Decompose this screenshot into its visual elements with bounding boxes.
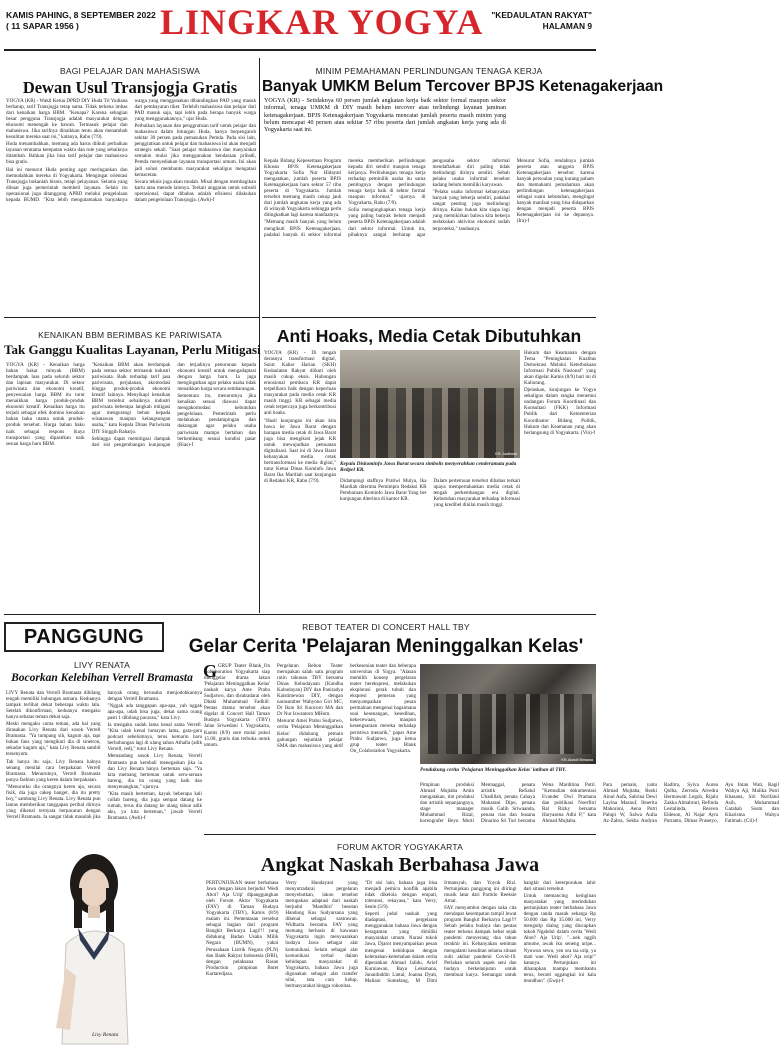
story5-photo (420, 664, 596, 764)
story4-photo-credit: KR-Juwitarto (495, 452, 517, 456)
story5-paragraph: Pergelaran Rebon Teater merupakan salah satu program rutin tahunan TBY bersama Dinas Kebudayaan (Kundha Kabudayan) DIY dan Paniradya Kaistimewan DIY, dengan narasumber Wahyono Giri MC, Dr Ikun Sri Kuncoro MA dan Dr Nur Iswantoro MHum. (277, 663, 343, 718)
story1-paragraph: Hal ini menurut Huda penting agar meringankan dan memudahkan mereka di Yogyakarta. Mengingat orientasi Transjogja bukanlah bisnis, tetapi pelayanan. Selama yang dibuat juga pemerintah membeli layanan. Selain itu operasional juga ditanggung APBD melalui pengelolaan kepada BUMD. "Kita lebih mengutamakan banyaknya warga yang menggunakan dibandingkan PAD yang masuk dari pembayaran tiket. Terlebih mahasiswa dan pelajar dari PAD masuk saja, tapi lebih pada berapa banyak warga yang menggunakannya," ujar Huda. (6, 98, 256, 203)
story6-paragraph: Tak hanya itu saja, Livy Renata halnya senang menilai cara berpakaian Verrell Bramasta. Menurutnya, Verrell Bramasta punya fashion yang keren dalam berpakaian. (6, 758, 101, 783)
story6-paragraph: LIVY Renata dan Verrell Bramasta dibilang tengah memiliki hubungan asmara. Keduanya tampak terlihat dekat beberapa waktu lalu. Setelah dikonfirmasi, keduanya mengaku hanya sebatas teman dekat saja. (6, 690, 101, 721)
story7-paragraph: Verry Handayani yang menyutradarai pergelaran menyebutkan, lakon tersebut merupakan adaptasi dari naskah berjudul 'Mandhiri' besutan Handung Kus Sudyarsana yang dikenal sebagai sastrawan. Widharta bersama FAY yang memang berbasis di kawasan Yogyakarta ingin menyuarakan budaya Jawa sebagai alat komunikasi. Selain sebagai alat komunikasi verbal dalam kehidupan masyarakat di Yogyakarta, bahasa Jawa juga digunakan sebagai alat transfer nilai, tata cara hidup, bermasyarakat hingga rokonitas. (285, 880, 358, 989)
story4-paragraph: Didampingi staffnya Pratiwi Mulya, Ika Mardiah diterima Pemimpin Redaksi KR Pembaruan Kominfo Jawa Barat Yang ber kunjungan diterima di kantor KR. (340, 478, 427, 503)
story7-paragraph: Seperti judul naskah yang diadaptasi, pergelaran menggunakan bahasa Jawa dengan keragaman yang dimiliki masyarakat umum. Narasi tokoh Jawa, Djarot menyampaikan pesan mengenai kehidupan dengan kelemahan-kelemahan dalam cerita diperankan Ahmad Jalidu, Arief Kurniawan, Bayu Leksmana, Junaiduddin Lintal, Joanna Dyah, Maliani Sumelang, M Dimi Irmansyah, dan Yoyok Rizi. Pertunjukan panggung ini diiringi musik latar dari Partido Reeksie Amar. (364, 880, 517, 984)
story7-body (206, 880, 596, 1042)
story4-caption: Kepala Diskominfo Jawa Barat secara simbolis menyerahkan cenderamata pada Redpel KR. (340, 461, 517, 474)
story2-paragraph: Sofia mengungkapkan tenaga kerja yang paling banyak belum menjadi peserta BPJS Ketenagakerjaan adalah dari sektor informal. Untuk itu, pihaknya sangat berharap agar pengusaha sektor informal mendaftarkan diri paling tidak melindungi dirinya sendiri. Sebab pelaku usaha informal tersebut kadang belum memiliki karyawan. (348, 158, 510, 238)
story4-headline: Anti Hoaks, Media Cetak Dibutuhkan (276, 326, 582, 346)
story4-body-left (264, 350, 336, 608)
story2-paragraph: Menurut Sofia, rendahnya jumlah peserta atau anggota BPJS Ketenagakerjaan tersebut karena banyak persoalan yang kurang paham dan memahami pemahaman akan perlindungan ketenagakerjaan sebagai suatu kebutuhan, mengingat banyak manfaat yang bisa didapatkan dengan menjadi peserta BPJS Ketenagakerjaan ini ke depannya. (Ira)-f (516, 158, 594, 225)
story3-paragraph: Sementara itu, menurutnya jika kenaikan sesuai diawasi dapat mengakomodasi kebutuhan pengelolaan. Pemerintah perlu melakukan pendampingan dan dukungan agar pelaku usaha pariwisata mampu bertahan dan berkembang sesuai kondisi pasar (Rias)-f (177, 393, 256, 448)
story6-paragraph: "Menurutku dia orangnya keren aja, secara fisik, dia juga cakep banget, dia itu pretty boy," sambung Livy Renata. Livy Renata pun lantas memberikan tanggapan perihal dirinya yang dikenal ternyata berpacaran dengan Verrell Bramasta. Ia sangat tidak masalah jika banyak orang berusaha menjodohkannya dengan Verrell Bramasta. (6, 690, 202, 820)
story5-caption: Pendukung cerita 'Pelajaran Meninggalkan Kelas' latihan di TBY. (420, 767, 567, 773)
story5-paragraph: Menurut Amei Prabu Sudjarwo, cerita 'Pelajaran Meninggalkan Kelas' didukung pemain gabungan sejumlah pelajar SMA dan mahasiswa yang aktif berkesenian teater dan beberapa universitas di Yogya. "Alasan memilih konsep pergelaran teater berekspresi, melakukan eksplorasi gerak tubuh dan ekspresi pemeran yang menyampaikan pesan permainan mengenai bagaimana soal kesenangan, kesedihan, kekecewaan, maupun kesengsaraan mereka terhadap peristiwa menarik," papar Ame Prabu Sudjarwo, juga ketua grup teater Blank On_Colaboration Yogyakarta. (277, 663, 416, 754)
masthead (0, 0, 600, 50)
masthead-page-label: HALAMAN 9 (542, 21, 592, 31)
story5-kicker: REBOT TEATER DI CONCERT HALL TBY (302, 622, 470, 632)
story3-paragraph: Sehingga dapat memitigasi dampak dari sisi pengembangan kunjungan dan terjadinya penurunan kepada ekonomi kreatif untuk mengadaptasi dengan harga baru. Ia juga mengingatkan agar pelaku usaha tidak menaikkan harga secara sembarangan. (91, 362, 256, 448)
story7-paragraph: FAY menyambut dengan suka cita mendapat kesempatan tampil lewat program Bangkit Berkarya Lagi!!! Sebab pelaku budaya dan pentas teater terkena dampak hebat sejak pandemi menyerang dua tahun terakhir ini. Kebanyakan seniman mengalami kesulitan selama situasi sulit akibat pandemi Covid-19. Perlahan seluruh aspek seni dan budaya berkelanjutan untuk membuat karya. Semangat untuk bangkit dari keterpurukan lahir dari situasi tersebut. (444, 880, 596, 978)
story6-paragraph: "Nggak ada tanggapan apa-apa, yah nggak apa-apa, udah bisa juga, dekat sama orang pasti 1 dibilang pacaran," kata Livy. (107, 703, 202, 722)
story7-headline: Angkat Naskah Berbahasa Jawa (260, 854, 540, 876)
story1-paragraph: Perbaikan layanan dan penggratisan tarif untuk pelajar dan mahasiswa dalam hitungan Huda, hanya berpengaruh sekitar 30 persen pada pemasukan Pemda. Pada sisi lain, penggratisan untuk pelajar dan mahasiswa ini akan menjadi strategis sekali. "Saat pelajar mahasiswa dan masyarakat semakin mulai jika menggunakan kendaraan pribadi, Pemda menyediakan layanan transportasi umum. Ini akan jadi solusi membantu masyarakat sekaligus mengatasi kemacetan. (134, 123, 257, 178)
section-rule (204, 834, 596, 835)
section-label: PANGGUNG (4, 622, 164, 652)
story7-paragraph: "Di sisi lain, bahasa juga bisa menjadi pemicu konflik apabila tidak dikelola dengan empati, toleransi, rekayasa," kata Verry, Senin (5/9). (364, 880, 438, 911)
story4-photo (340, 350, 520, 458)
story3-body (6, 362, 256, 610)
story5-photo-people (428, 694, 592, 754)
story3-paragraph: YOGYA (KR) - Kenaikan harga bahan bakar minyak (BBM) berdampak luas pada seluruh sektor dan lapisan masyarakat. Di sektor pariwisata dan ekonomi kreatif, penyesuaian harga BBM itu turut menaikkan harga produk-produk ekonomi kreatif. Kenaikan harga itu terjadi sebagai efek domino kenaikan bahan baku utama untuk produk-produk tersebut. Harga bahan baku naik sebagai respons biaya transportasi yang dipastikan naik sesuai harga baru BBM. (6, 362, 85, 447)
masthead-date: KAMIS PAHING, 8 SEPTEMBER 2022 (6, 10, 156, 20)
story6-paragraph: "Kita masih berteman, kayak beberapa kali collab bareng, dia juga sempat datang ke rumah, terus dia datang ke ulang tahun adik aku, ya kita berteman," jawab Verrell Bramasta. (Awh)-f (107, 790, 202, 821)
story3-paragraph: "Kenaikan BBM akan berdampak pada semua sektor termasuk industri pariwisata. Baik terhadap tarif jasa pariwisata, perjalanan, akomodasi hingga produk-produk ekonomi kreatif lainnya. Menyikapi kenaikan BBM tersebut sebaiknya industri pariwisata beberapa langkah mitigasi agar mengurangi beban kepada wisatawan maupun kelangsungan usaha," kata Kepala Dinas Pariwisata DIY Singgih Raharjo. (91, 362, 171, 435)
story6-portrait (48, 848, 132, 1044)
story1-kicker: BAGI PELAJAR DAN MAHASISWA (60, 66, 200, 76)
story3-kicker: KENAIKAN BBM BERIMBAS KE PARIWISATA (38, 330, 222, 340)
story2-body (264, 158, 594, 312)
story6-kicker: LIVY RENATA (73, 660, 131, 670)
story2-lead: YOGYA (KR) - Setidaknya 60 persen jumlah angkatan kerja baik sektor formal maupun sektor informal, tenaga UMKM di DIY masih belum tercover atau terlindungi layanan jaminan ketenagakerjaan. BPJS Ketenagakerjaan Yogyakarta mencatat jumlah peserta masih minim yang belum mencapai 40 persen atau sekitar 57 ribu peserta dari jumlah angkatan kerja yang ada di Yogyakarta saat ini. (264, 98, 506, 134)
story6-photo (48, 848, 132, 1044)
story1-body (6, 98, 256, 314)
masthead-slogan: "KEDAULATAN RAKYAT" (491, 10, 592, 20)
story6-paragraph: Meski mengaku cuma teman, ada hal yang dirasakan Livy Renata dari sosok Verrell Bramasta. "Ya tumpang sih, kagum aja, tapi bukan fans yang mengikuti dia di sinetron, sekadar kagum aja," kata Livy Renata sambil tersenyum. (6, 721, 101, 758)
masthead-rule (4, 49, 596, 51)
story4-body-mid (340, 478, 520, 608)
story2-paragraph: "Pelaku usaha informal kebanyakan banyak yang bekerja sendiri, padahal sangat penting juga melindungi dirinya. Kalau bukan kita siapa lagi yang memikirkan bahwa kita bekerja melakukan aktivitas ekonomi sudah terproteksi," tandasnya. (432, 189, 510, 232)
story5-paragraph: Pimpinan produksi Ahmad Mujtaba Amin mengatakan, tim produksi dan artistik sepanjangnya, stage manager Muhammad Rizal, koreografer Beyu Murti Mennaggal, penata artistik Refiatul Ubadillah, penata Cahaya Maharani Dipo, penata musik Galih Sriwaanda, penata rias dan busana Dinarino Sri Turi bersama Wena Marditina Putri. "Kemudian dokumentasi Evander Dwi Pramana dan publikasi Noerfitri Ral Rizky bersama Haryasena Adhi P," kata Ahmad Mujtaba. (420, 782, 596, 825)
story4-paragraph: Dalam pertemuan tersebut dibahas terkait upaya mempertahankan media cetak di tengah perkembangan era digital. Kebutuhan masyarakat terhadap informasi yang kredibel dinilai masih tinggi. (433, 478, 520, 509)
masthead-title: LINGKAR YOGYA (160, 2, 484, 42)
story5-paragraph: GRUP Teater Blank_On Collaboration Yogyakarta siap menggelar drama lakon 'Pelajaran Meninggalkan Kelas' naskah karya Ame Prabu Sudjarwo, dan disutradarai oleh Dhaki Muhammad Fadhill. Pentas drama tersebut akan digelar di Concert Hall Taman Budaya Yogyakarta (TBY) Jalan Sriwedani 1 Yogyakarta, Kamis (8/9) sore mulai pukul 15.00, gratis dan terbuka untuk umum. (204, 663, 270, 748)
story3-headline: Tak Ganggu Kualitas Layanan, Perlu Mitigasi (4, 342, 261, 357)
story7-kicker: FORUM AKTOR YOGYAKARTA (337, 842, 463, 852)
story5-headline: Gelar Cerita 'Pelajaran Meninggalkan Kelas' (188, 636, 584, 657)
story1-headline: Dewan Usul Transjogja Gratis (22, 78, 238, 97)
section-rule (262, 317, 596, 318)
story7-paragraph: PERTUNJUKAN teater berbahasa Jawa dengan lakon berjudul 'Wedi Abot? Aja Urip' dipanggungkan oleh Forum Aktor Yogyakarta (FAY) di Taman Budaya Yogyakarta (TBY), Kamis (8/9) malam ini. Pementasan tersebut sebagai bagian dari program Bangkit Berkarya Lagi!!! yang didukung Badan Usaha Milik Negara (BUMN), yakni Perusahaan Listrik Negara (PLN) dan Bank Rakyat Indonesia (BRI), dengan pelaksana Rasan Production pimpinan Butet Kartaredjasa. (206, 880, 279, 977)
story5-paragraph: Para pemain, yaitu Ahmad Mujtaba, Rezki Ainul Aufa, Sabrina Dewi Layina Masnuf, Ibnerita Mahoroni, Aena Putri Palupi W, Salwa Aulia Az-Zahra, Sekha Andyan Raditra, Syiva Aurea Qolba, Zerroda Alvedra Hermawati Legoh, Rijalu Zakka Almabruri, Refinda Lestalinda, Reaven Eldeson, Al Najar Ayra Putranto, Dimas Prasetyo, Ayu Intan Wati, Ragil Wahyu Aji, Malika Putri Khasana, Siti Nurifatul Asih, Muhammad Gatahah Susm dan Kharisma Wahyu Fatimah. (Cil)-f (603, 782, 779, 825)
story4-body-right (524, 350, 596, 608)
story1-paragraph: YOGYA (KR) - Wakil Ketua DPRD DIY Huda Tri Yudiana berharap, tarif Transjogja tetap sama. Tidak terkena imbas dari kenaikan harga BBM. "Kenapa? Karena sebagian besar pengguna Transjogja adalah masyarakat dengan ekonomi menengah ke bawah. Termasuk pelajar dan mahasiswa. Jika tarifnya dinaikkan tentu akan menambah kesulitan mereka saat ini," katanya, Rabu (7/9). (6, 98, 128, 141)
section-rule-thick (4, 614, 596, 615)
story5-body (204, 663, 416, 829)
story6-paragraph: Ia mengaku sudah lama kenal sama Verrell. "Kita udah kenal lumayan lama, gara-gara podcast sebelumnya, terus kemarin baru berhubungan lagi di ulang tahun Athalla (adik Verrell, red)," tutur Livy Renata. (107, 722, 202, 753)
story5-body-cont (420, 782, 779, 830)
story5-photo-credit: KR-Abadil Bimawa (561, 758, 593, 762)
story4-photo-people (340, 388, 520, 458)
story5-dropcap: G (203, 661, 218, 681)
story2-headline: Banyak UMKM Belum Tercover BPJS Ketenagakerjaan (262, 78, 664, 95)
story2-paragraph: "Memang masih banyak yang belum mengikuti BPJS Ketenagakerjaan, padahal banyak di sektor informal mereka memberikan perlindungan kepada diri sendiri maupun tenaga kerjanya. Perlindungan tenaga kerja terhadap peminilik usaha itu sama pentingnya dengan perlindungan tenaga kerja baik di sektor formal maupun informal," ujarnya di Yogyakarta, Rabu (7/9). (264, 158, 426, 238)
masthead-pasaran: ( 11 SAPAR 1956 ) (6, 21, 79, 31)
story1-paragraph: Secara teknis juga akan mudah. Misal dengan membagikan kartu atau metode lainnya. Terkait anggaran untuk subsidi operasional, dapat dibahas adalah efisiensi dilakukan dalam pengelolaan Transjogja. (Awh)-f (134, 178, 256, 203)
story6-paragraph: Memandang sosok Livy Renata, Verrell Bramasta pun kembali menegaskan jika ia dan Livy Renata hanya berteman saja. "Ya kita memang berteman untuk seru-seruan bareng, dia itu orang yang baik dan menyenangkan," ujarnya. (107, 753, 202, 790)
story6-photo-label: Livy Renata (92, 1032, 119, 1038)
story4-paragraph: YOGYA (KR) - Di tengah derasnya transformasi digital, Surat Kabar Harian (SKH) Kedaulatan Rakyat diikuti oleh masih cukup eksis. Hubungan emosional pembaca KR dapat terpelihara baik dengan keperluan masyarakat pada media cetak KR masih tinggi. KR sebagai media cetak terpercaya juga berkontribusi anti hoaks. (264, 350, 336, 417)
story1-paragraph: Huda menambahkan, memang ada harus diikuti perbaikan layanan terutama ketepatan waktu dan rute yang sebaiknya ditambah. Bahkan jika bisa tarif pelajar dan mahasiswa bisa gratis. (6, 141, 128, 166)
section-rule (4, 317, 259, 318)
story7-paragraph: Untuk memancing keinginan masyarakat yang merindukan pertunjukan teater berbahasa Jawa dengan tanda masuk seharga Rp 50.000 dan Rp 35.000 ini, Verry mengutip dialog yang diucapkan tokoh Ngabdul dalam cerita 'Wedi Abot? Aja Urip'. "...nek nggih umume, awak iku seneng uripe... Nyuwun sewu, yen ora isa urip, ya mati wae. Wedi abot? Aja urip!" katanya. Pertunjukan ini diharapkan mampu membantu terus, berarti nggangkai ini kala mundhun". (Ewp)-f (523, 893, 596, 984)
story4-paragraph: Djelaskan, kunjungan ke Yogya sekaligus dalam rangka menemui undangan Forum Koordinasi dan Konsultasi (FKK) Informasi Publik dari Kementerian Koordinator Bidang Politik, Hukum dan Keamanan yang akan berlangsung di Yogyakarta. (Vin)-f (524, 387, 596, 436)
column-divider (259, 58, 260, 613)
story4-paragraph: "Hasil kunjungan ini akan kita bawa ke Jawa Barat dengan harapan media cetak di Jawa Barat juga bisa mengikuti jejak KR untuk mewujudkan pemuatan digitalisasi. Saat ini di Jawa Barat kebanyakan media cetak bertransformasi ke media digital," tutur Ketua Dinas Kominfo Jawa Barat Ika Mardiah saat kunjungan di Redaksi KR, Rabu (7/9). (264, 417, 336, 484)
story2-kicker: MINIM PEMAHAMAN PERLINDUNGAN TENAGA KERJA (315, 66, 543, 76)
story4-paragraph: Hukum dan Keamanan dengan Tema "Peningkatan Kualitas Demokrasi Melalui Keterbukaan Informasi Publik Nasional" yang akan digelar Kamis (8/9) hari ini di Kaliurang. (524, 350, 596, 387)
story2-paragraph: Kepala Bidang Kepesertaan Program Khusus BPJS Ketenagakerjaan Yogyakarta Sofia Nur Hidayati mengatakan, jumlah peserta BPJS Ketenagakerjaan baru sektor 57 ribu peserta di Yogyakarta. Jumlah tersebut memang masih cukup jauh dari jumlah angkatan kerja yang ada di wilayah Yogyakarta sehingga perlu ditingkatkan lagi karena manfaatnya. (264, 158, 342, 219)
story6-headline: Bocorkan Kelebihan Verrell Bramasta (11, 672, 193, 684)
